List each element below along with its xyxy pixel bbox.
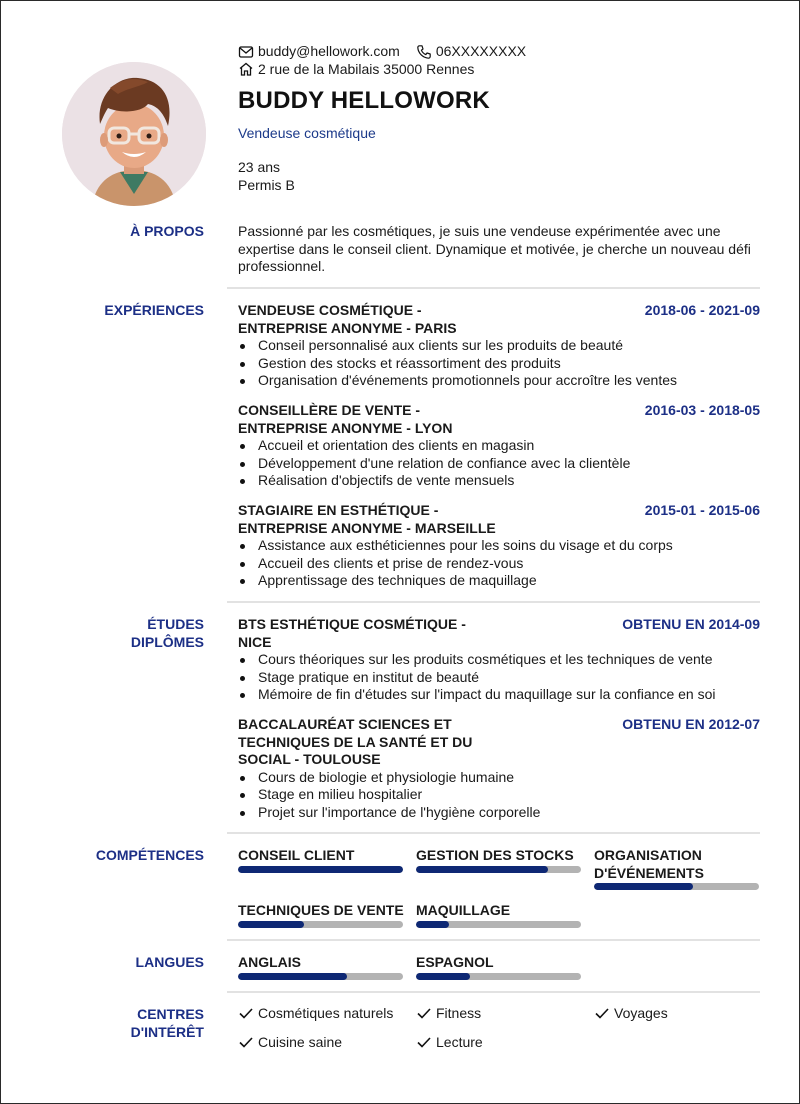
bullet-item: Conseil personnalisé aux clients sur les produits de beauté (238, 337, 760, 355)
interest-item (594, 1005, 668, 1021)
section-label-line: DIPLÔMES (130, 633, 204, 650)
contact-block (238, 43, 542, 78)
check-icon (416, 1034, 432, 1050)
interest-item (416, 1005, 481, 1021)
interest-item (238, 1034, 342, 1050)
job-title: Vendeuse cosmétique (238, 125, 376, 141)
experience-item (238, 302, 760, 390)
bullet-item: Assistance aux esthéticiennes pour les soins du visage et du corps (238, 537, 760, 555)
skill-name: MAQUILLAGE (416, 902, 511, 918)
experience-title: STAGIAIRE EN ESTHÉTIQUE - ENTREPRISE ANONYME - MARSEILLE (238, 502, 496, 536)
skill-level (416, 921, 449, 928)
bullet-item: Réalisation d'objectifs de vente mensuels (238, 472, 760, 490)
skill-level (238, 866, 403, 873)
skill-name: GESTION DES STOCKS (416, 847, 574, 863)
candidate-name: BUDDY HELLOWORK (238, 87, 490, 114)
home-icon (238, 61, 254, 77)
section-label-about: À PROPOS (130, 223, 204, 239)
skill-item (238, 847, 403, 873)
skill-level (416, 866, 548, 873)
education-date: OBTENU EN 2014-09 (622, 616, 760, 632)
experience-date: 2015-01 - 2015-06 (644, 502, 760, 518)
experience-bullets (238, 437, 760, 490)
bullet-item: Stage en milieu hospitalier (238, 786, 760, 804)
bullet-item: Projet sur l'importance de l'hygiène corporelle (238, 804, 760, 822)
email-item[interactable] (238, 43, 400, 61)
divider (227, 939, 760, 941)
bullet-item: Cours théoriques sur les produits cosmétiques et les techniques de vente (238, 651, 760, 669)
divider (227, 991, 760, 993)
experience-title: VENDEUSE COSMÉTIQUE - ENTREPRISE ANONYME - PARIS (238, 302, 457, 336)
interest-label: Voyages (614, 1005, 668, 1021)
education-bullets (238, 651, 760, 704)
about-text: Passionné par les cosmétiques, je suis une vendeuse expérimentée avec une expertise dans le conseil client. Dynamique et motivée, je cherche un nouveau défi professionnel. (238, 223, 751, 274)
experience-item (238, 502, 760, 590)
skill-item (238, 902, 403, 928)
experience-item (238, 402, 760, 490)
interest-item (238, 1005, 393, 1021)
education-date: OBTENU EN 2012-07 (622, 716, 760, 732)
interest-label: Fitness (436, 1005, 482, 1021)
skill-name: ORGANISATION D'ÉVÉNEMENTS (594, 847, 704, 881)
education-title: BTS ESTHÉTIQUE COSMÉTIQUE - NICE (238, 616, 466, 650)
email-text: buddy@hellowork.com (258, 43, 400, 59)
address-text: 2 rue de la Mabilais 35000 Rennes (258, 60, 475, 77)
skill-item (594, 847, 759, 890)
divider (227, 287, 760, 289)
skill-bar (416, 921, 581, 928)
experience-date: 2018-06 - 2021-09 (644, 302, 760, 318)
section-label-interests (44, 1006, 204, 1041)
personal-info (238, 159, 295, 194)
education-item (238, 616, 760, 704)
section-label-line: CENTRES (137, 1006, 204, 1022)
section-label-education (44, 616, 204, 651)
bullet-item: Apprentissage des techniques de maquillage (238, 572, 760, 590)
experience-title: CONSEILLÈRE DE VENTE - ENTREPRISE ANONYME - LYON (238, 402, 453, 436)
phone-item[interactable] (416, 43, 526, 61)
interest-label: Cuisine saine (258, 1034, 343, 1050)
section-label-line: ÉTUDES (147, 616, 204, 632)
education-title: BACCALAURÉAT SCIENCES ET TECHNIQUES DE LA SANTÉ ET DU SOCIAL - TOULOUSE (238, 716, 473, 767)
language-bar (238, 973, 403, 980)
bullet-item: Cours de biologie et physiologie humaine (238, 769, 760, 787)
section-label-skills: COMPÉTENCES (95, 847, 204, 863)
check-icon (416, 1005, 432, 1021)
driving-license: Permis B (238, 176, 295, 193)
experience-date: 2016-03 - 2018-05 (644, 402, 760, 418)
language-bar (416, 973, 581, 980)
skill-bar (238, 921, 403, 928)
check-icon (238, 1005, 254, 1021)
skill-name: TECHNIQUES DE VENTE (238, 902, 404, 918)
interest-label: Lecture (436, 1034, 483, 1050)
divider (227, 601, 760, 603)
section-label-line: D'INTÉRÊT (130, 1023, 204, 1040)
skill-bar (416, 866, 581, 873)
language-name: ANGLAIS (238, 954, 301, 970)
phone-text: 06XXXXXXXX (435, 43, 527, 59)
bullet-item: Mémoire de fin d'études sur l'impact du maquillage sur la confiance en soi (238, 686, 760, 704)
address-item (238, 61, 474, 79)
skill-item (416, 847, 581, 873)
divider (227, 832, 760, 834)
check-icon (238, 1034, 254, 1050)
check-icon (594, 1005, 610, 1021)
skill-name: CONSEIL CLIENT (238, 847, 355, 863)
bullet-item: Développement d'une relation de confiance avec la clientèle (238, 455, 760, 473)
interest-label: Cosmétiques naturels (258, 1005, 394, 1021)
bullet-item: Gestion des stocks et réassortiment des produits (238, 355, 760, 373)
experience-bullets (238, 337, 760, 390)
skill-level (238, 921, 304, 928)
mail-icon (238, 44, 254, 60)
interest-item (416, 1034, 483, 1050)
language-name: ESPAGNOL (416, 954, 494, 970)
skill-bar (594, 883, 759, 890)
phone-icon (416, 44, 432, 60)
education-bullets (238, 769, 760, 822)
section-label-experience: EXPÉRIENCES (104, 302, 204, 318)
bullet-item: Organisation d'événements promotionnels pour accroître les ventes (238, 372, 760, 390)
language-level (238, 973, 347, 980)
language-level (416, 973, 470, 980)
bullet-item: Accueil et orientation des clients en magasin (238, 437, 760, 455)
education-item (238, 716, 760, 821)
language-item (238, 954, 403, 980)
avatar (62, 62, 206, 206)
experience-bullets (238, 537, 760, 590)
section-label-languages: LANGUES (135, 954, 204, 970)
skill-level (594, 883, 693, 890)
bullet-item: Stage pratique en institut de beauté (238, 669, 760, 687)
age: 23 ans (238, 159, 281, 175)
skill-item (416, 902, 581, 928)
language-item (416, 954, 581, 980)
skill-bar (238, 866, 403, 873)
bullet-item: Accueil des clients et prise de rendez-vous (238, 555, 760, 573)
